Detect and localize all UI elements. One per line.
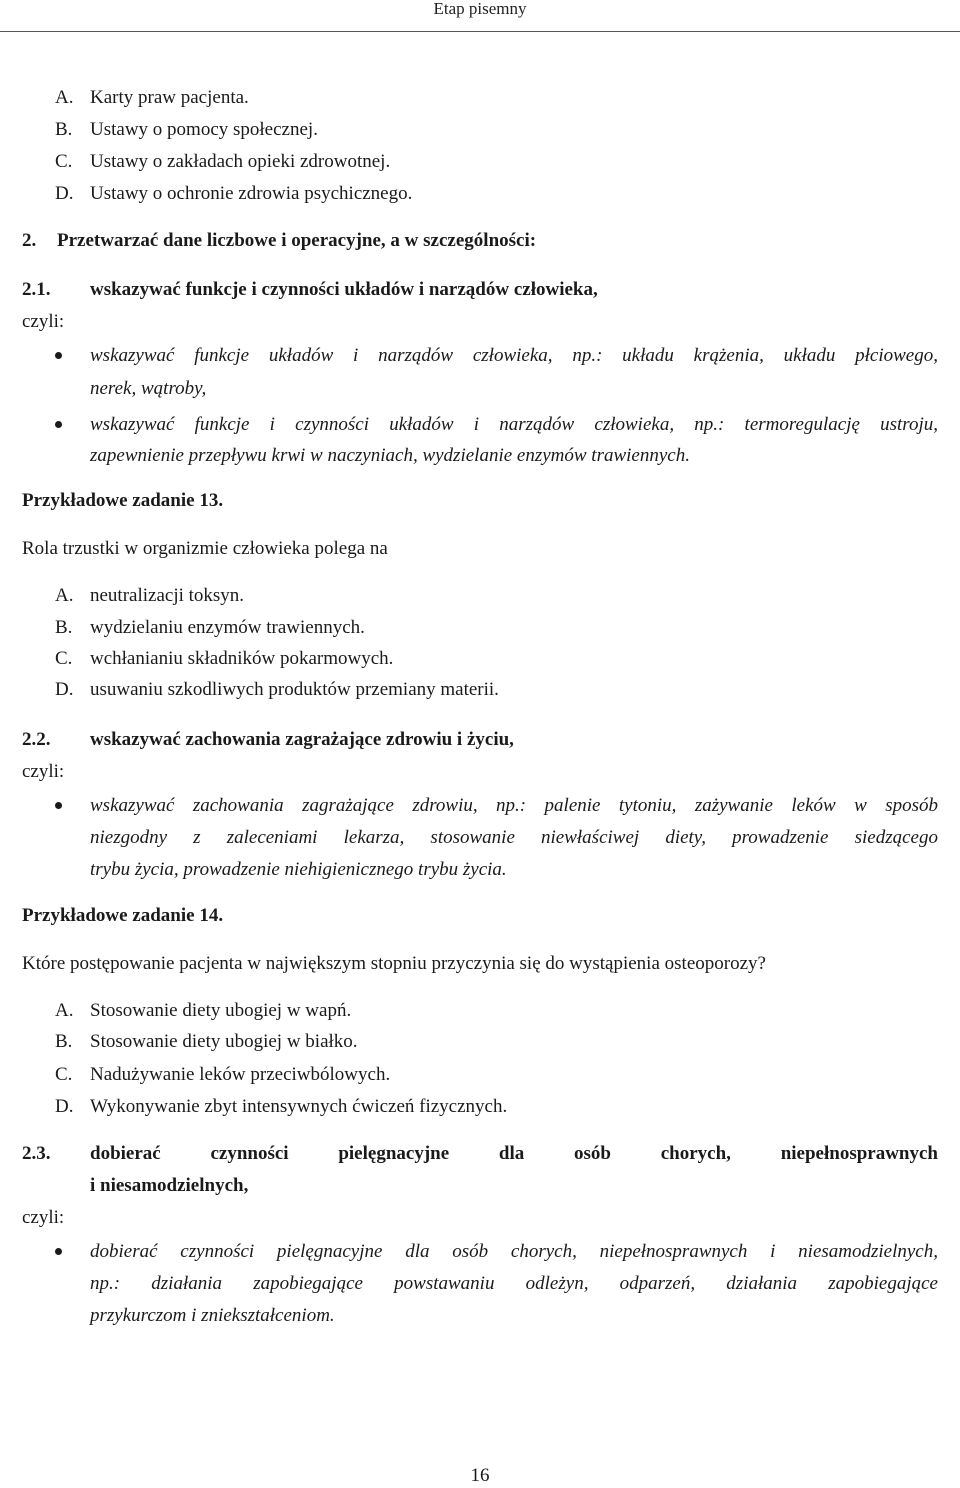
bullet-icon — [55, 352, 62, 359]
answer-letter: B. — [55, 1031, 73, 1052]
bullet-text-line: wskazywać funkcje układów i narządów człowieka, np.: układu krążenia, układu płciowego, — [90, 345, 938, 366]
subsection-heading-line: i niesamodzielnych, — [90, 1175, 249, 1196]
subsection-number: 2.1. — [22, 279, 51, 300]
subsection-number: 2.3. — [22, 1143, 51, 1164]
czyli-label: czyli: — [22, 311, 65, 332]
bullet-icon — [55, 802, 62, 809]
list-item-letter: C. — [55, 151, 73, 172]
example-title: Przykładowe zadanie 14. — [22, 905, 224, 926]
section-heading: Przetwarzać dane liczbowe i operacyjne, a w szczególności: — [57, 230, 537, 251]
header-rule — [0, 31, 960, 32]
bullet-text-line: wskazywać zachowania zagrażające zdrowiu, np.: palenie tytoniu, zażywanie leków w sposób — [90, 795, 938, 816]
answer-option: wchłanianiu składników pokarmowych. — [90, 648, 394, 669]
subsection-heading: wskazywać funkcje i czynności układów i narządów człowieka, — [90, 279, 598, 300]
bullet-text-line: nerek, wątroby, — [90, 378, 207, 399]
page-number: 16 — [470, 1465, 490, 1486]
answer-letter: C. — [55, 648, 73, 669]
bullet-icon — [55, 421, 62, 428]
answer-option: neutralizacji toksyn. — [90, 585, 245, 606]
answer-letter: C. — [55, 1064, 73, 1085]
bullet-text-line: niezgodny z zaleceniami lekarza, stosowanie niewłaściwej diety, prowadzenie siedzącego — [90, 827, 938, 848]
bullet-text-line: np.: działania zapobiegające powstawaniu odleżyn, odparzeń, działania zapobiegające — [90, 1273, 938, 1294]
question-text: Które postępowanie pacjenta w największym stopniu przyczynia się do wystąpienia osteoporozy? — [22, 953, 766, 974]
bullet-text-line: trybu życia, prowadzenie niehigienicznego trybu życia. — [90, 859, 507, 880]
answer-letter: D. — [55, 679, 74, 700]
answer-option: usuwaniu szkodliwych produktów przemiany materii. — [90, 679, 499, 700]
answer-option: Stosowanie diety ubogiej w wapń. — [90, 1000, 352, 1021]
subsection-heading: wskazywać zachowania zagrażające zdrowiu i życiu, — [90, 729, 514, 750]
subsection-number: 2.2. — [22, 729, 51, 750]
example-title: Przykładowe zadanie 13. — [22, 490, 224, 511]
list-item-letter: B. — [55, 119, 73, 140]
bullet-text-line: przykurczom i zniekształceniom. — [90, 1305, 335, 1326]
bullet-icon — [55, 1248, 62, 1255]
bullet-text-line: zapewnienie przepływu krwi w naczyniach, wydzielanie enzymów trawiennych. — [90, 445, 690, 466]
list-item: Karty praw pacjenta. — [90, 87, 249, 108]
list-item: Ustawy o ochronie zdrowia psychicznego. — [90, 183, 413, 204]
list-item-letter: A. — [55, 87, 74, 108]
bullet-text-line: wskazywać funkcje i czynności układów i narządów człowieka, np.: termoregulację ustroju, — [90, 414, 938, 435]
answer-option: Wykonywanie zbyt intensywnych ćwiczeń fizycznych. — [90, 1096, 508, 1117]
answer-option: Nadużywanie leków przeciwbólowych. — [90, 1064, 391, 1085]
answer-letter: A. — [55, 585, 74, 606]
list-item: Ustawy o zakładach opieki zdrowotnej. — [90, 151, 391, 172]
answer-letter: D. — [55, 1096, 74, 1117]
answer-letter: B. — [55, 617, 73, 638]
list-item: Ustawy o pomocy społecznej. — [90, 119, 318, 140]
subsection-heading: dobierać czynności pielęgnacyjne dla osób chorych, niepełnosprawnych — [90, 1143, 938, 1164]
czyli-label: czyli: — [22, 761, 65, 782]
answer-letter: A. — [55, 1000, 74, 1021]
running-header: Etap pisemny — [433, 0, 527, 18]
bullet-text-line: dobierać czynności pielęgnacyjne dla osób chorych, niepełnosprawnych i niesamodzielnych, — [90, 1241, 938, 1262]
czyli-label: czyli: — [22, 1207, 65, 1228]
answer-option: Stosowanie diety ubogiej w białko. — [90, 1031, 358, 1052]
list-item-letter: D. — [55, 183, 74, 204]
section-number: 2. — [22, 230, 37, 251]
question-text: Rola trzustki w organizmie człowieka polega na — [22, 538, 388, 559]
answer-option: wydzielaniu enzymów trawiennych. — [90, 617, 365, 638]
